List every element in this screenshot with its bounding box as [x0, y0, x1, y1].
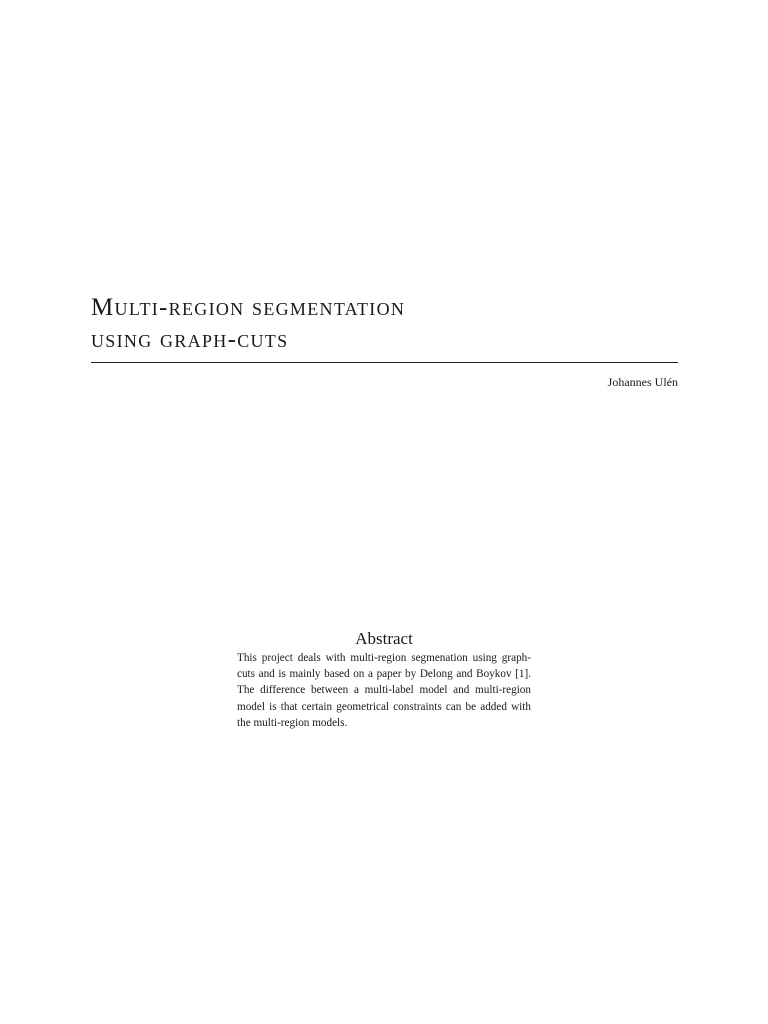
title-line-2: using graph-cuts [91, 326, 289, 353]
title-line-1: Multi-region segmentation [91, 294, 406, 321]
title-divider [91, 362, 678, 363]
abstract-heading: Abstract [355, 629, 413, 648]
abstract-text: This project deals with multi-region segmenation using graph-cuts and is mainly based on a paper by Delong and Boykov [1]. The difference between a multi-label model and multi-region model is that certain geometrical constraints can be added with the multi-region models. [237, 652, 531, 729]
paper-title [91, 292, 678, 356]
author-name: Johannes Ulén [607, 375, 678, 389]
